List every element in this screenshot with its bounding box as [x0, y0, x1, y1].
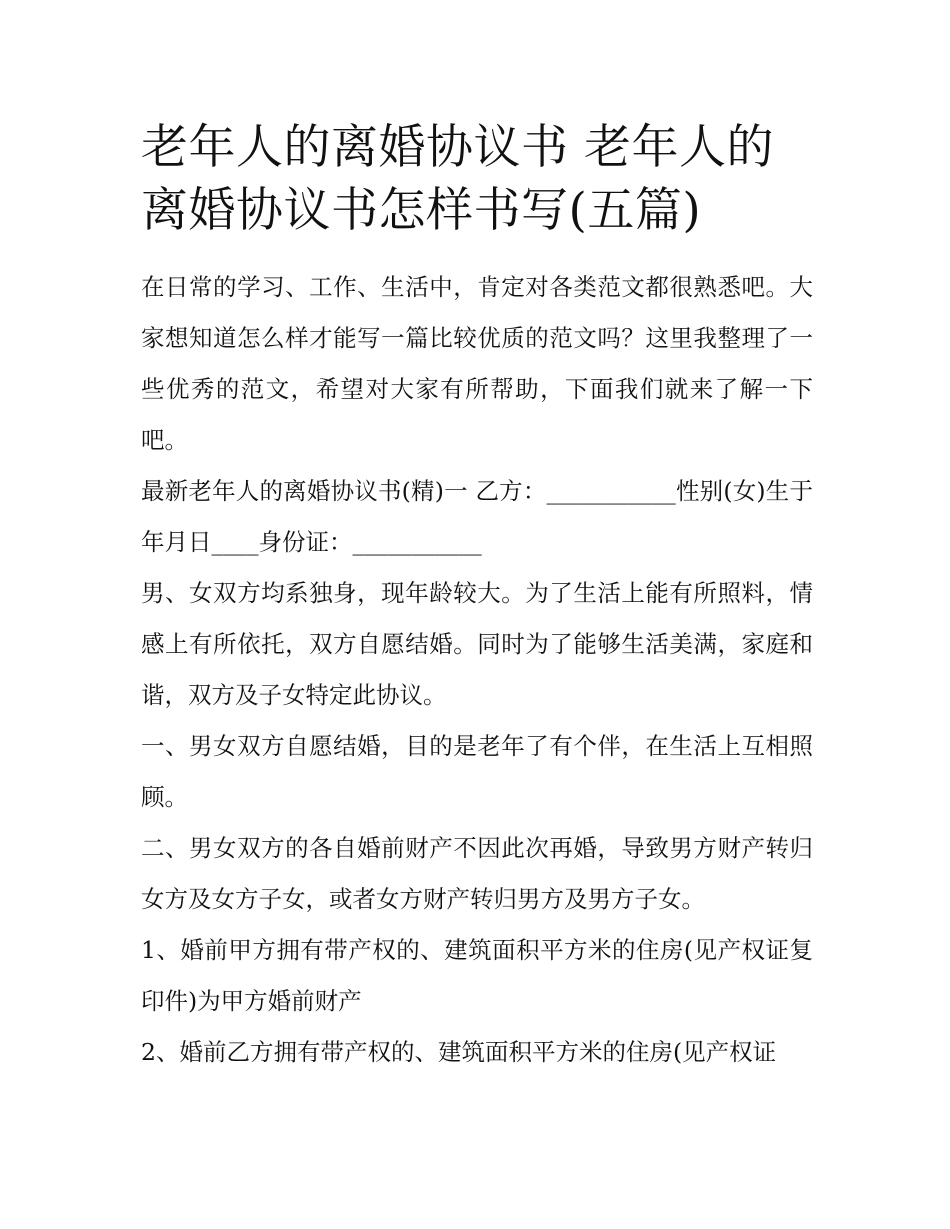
paragraph-intro: 在日常的学习、工作、生活中，肯定对各类范文都很熟悉吧。大家想知道怎么样才能写一篇比较优质的范文吗？这里我整理了一些优秀的范文，希望对大家有所帮助，下面我们就来了解一下吧。 [141, 273, 813, 454]
title-line-2: 离婚协议书怎样书写(五篇) [141, 183, 702, 238]
title-line-1: 老年人的离婚协议书 老年人的 [141, 120, 774, 175]
paragraph-clause-2: 二、男女双方的各自婚前财产不因此次再婚，导致男方财产转归女方及女方子女，或者女方财产转归男方及男方子女。 [141, 834, 813, 913]
paragraph-item-2: 2、婚前乙方拥有带产权的、建筑面积平方米的住房(见产权证 [141, 1038, 777, 1066]
paragraph-party-info: 最新老年人的离婚协议书(精)一 乙方：___________性别(女)生于年月日____身份证：___________ [141, 477, 813, 556]
paragraph-item-1: 1、婚前甲方拥有带产权的、建筑面积平方米的住房(见产权证复印件)为甲方婚前财产 [141, 936, 813, 1015]
paragraph-clause-1: 一、男女双方自愿结婚，目的是老年了有个伴，在生活上互相照顾。 [141, 732, 813, 811]
paragraph-background: 男、女双方均系独身，现年龄较大。为了生活上能有所照料，情感上有所依托，双方自愿结婚。同时为了能够生活美满，家庭和谐，双方及子女特定此协议。 [141, 579, 813, 709]
document-body [141, 262, 813, 1078]
document-content [141, 116, 813, 1078]
document-title [141, 116, 813, 242]
